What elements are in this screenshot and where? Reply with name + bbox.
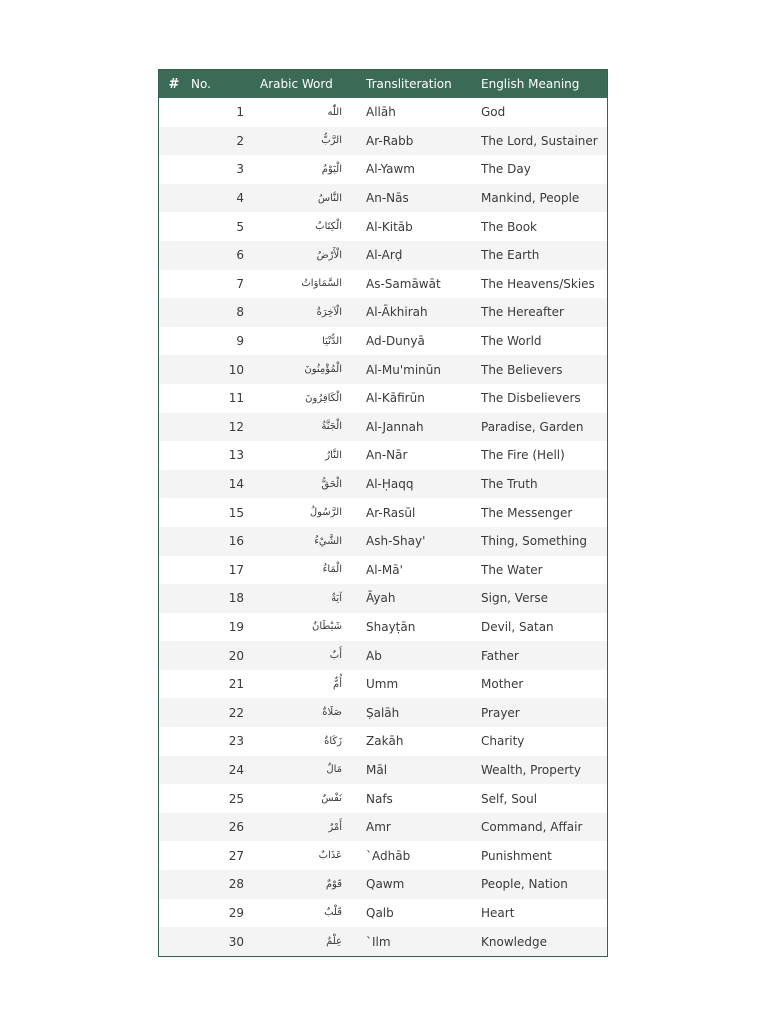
table-row (159, 899, 607, 928)
table-row (159, 413, 607, 442)
transliteration: Allāh (366, 105, 396, 120)
english-meaning: The Book (481, 219, 537, 234)
arabic-word: آيَةٌ (331, 592, 342, 604)
arabic-word: النَّارُ (325, 449, 342, 461)
transliteration: Ar-Rasūl (366, 505, 416, 520)
table-row (159, 155, 607, 184)
row-number: 1 (236, 105, 244, 120)
arabic-word: أَبٌ (329, 650, 342, 662)
english-meaning: Father (481, 648, 519, 663)
transliteration-header: Transliteration (366, 77, 452, 91)
arabic-word: قَوْمٌ (325, 878, 342, 890)
table-row (159, 98, 607, 127)
arabic-word: أَمْرٌ (328, 821, 342, 833)
english-meaning: The Hereafter (481, 305, 564, 320)
row-number: 13 (228, 448, 244, 463)
english-meaning: The Disbelievers (481, 391, 581, 406)
transliteration: An-Nās (366, 191, 409, 206)
arabic-word: الْكِتَابُ (315, 221, 342, 233)
row-number: 8 (236, 305, 244, 320)
row-number: 25 (228, 791, 244, 806)
arabic-word: الرَّبُّ (321, 135, 342, 147)
table-row (159, 384, 607, 413)
arabic-word: الْأَرْضُ (316, 249, 342, 261)
transliteration: Āyah (366, 591, 396, 606)
table-row (159, 527, 607, 556)
vocabulary-table (158, 69, 608, 957)
table-row (159, 470, 607, 499)
table-row (159, 270, 607, 299)
table-row (159, 184, 607, 213)
row-number: 14 (228, 477, 244, 492)
english-meaning: Command, Affair (481, 820, 583, 835)
row-number: 9 (236, 334, 244, 349)
row-number: 4 (236, 191, 244, 206)
row-number: 3 (236, 162, 244, 177)
table-row (159, 727, 607, 756)
table-row (159, 127, 607, 156)
arabic-word: عَذَابٌ (318, 850, 342, 862)
english-meaning: The Truth (481, 477, 538, 492)
row-number: 29 (228, 905, 244, 920)
table-row (159, 841, 607, 870)
arabic-word: الْجَنَّةُ (321, 421, 342, 433)
table-row (159, 556, 607, 585)
transliteration: Nafs (366, 791, 393, 806)
arabic-word: الْآخِرَةُ (316, 306, 342, 318)
transliteration: Ash-Shay' (366, 534, 426, 549)
table-row (159, 498, 607, 527)
arabic-word: عِلْمٌ (326, 936, 342, 948)
row-number: 12 (228, 419, 244, 434)
transliteration: Al-Yawm (366, 162, 415, 177)
transliteration: Ar-Rabb (366, 133, 414, 148)
table-row (159, 813, 607, 842)
transliteration: Al-Ḥaqq (366, 477, 414, 492)
table-row (159, 641, 607, 670)
arabic-word: أُمٌّ (333, 678, 342, 690)
english-meaning: People, Nation (481, 877, 568, 892)
row-number: 30 (228, 934, 244, 949)
row-number: 17 (228, 562, 244, 577)
table-row (159, 756, 607, 785)
transliteration: Zakāh (366, 734, 404, 749)
transliteration: Qawm (366, 877, 405, 892)
row-number: 24 (228, 762, 244, 777)
table-row (159, 327, 607, 356)
arabic-word: الْمَاءُ (322, 564, 342, 576)
english-meaning: Devil, Satan (481, 619, 554, 634)
arabic-word: النَّاسُ (317, 192, 342, 204)
row-number: 23 (228, 734, 244, 749)
hash-header: # (168, 76, 180, 92)
transliteration: `Ilm (366, 934, 391, 949)
english-meaning: Self, Soul (481, 791, 538, 806)
arabic-word-header: Arabic Word (260, 77, 333, 91)
transliteration: Al-Arḍ (366, 248, 403, 263)
arabic-word: الْكَافِرُونَ (305, 392, 342, 404)
transliteration: As-Samāwāt (366, 276, 441, 291)
english-meaning: The Fire (Hell) (481, 448, 565, 463)
transliteration: Amr (366, 820, 391, 835)
english-meaning-header: English Meaning (481, 77, 580, 91)
row-number: 10 (228, 362, 244, 377)
row-number: 6 (236, 248, 244, 263)
english-meaning: The Believers (481, 362, 563, 377)
row-number: 27 (228, 848, 244, 863)
table-row (159, 613, 607, 642)
arabic-word: نَفْسٌ (321, 793, 342, 805)
table-row (159, 670, 607, 699)
english-meaning: Wealth, Property (481, 762, 581, 777)
english-meaning: The Water (481, 562, 543, 577)
transliteration: `Adhāb (366, 848, 411, 863)
arabic-word: الرَّسُولُ (309, 507, 342, 519)
arabic-word: زَكَاةٌ (324, 735, 342, 747)
english-meaning: The Earth (481, 248, 540, 263)
arabic-word: الدُّنْيَا (322, 335, 342, 347)
english-meaning: Knowledge (481, 934, 547, 949)
arabic-word: الْحَقُّ (321, 478, 342, 490)
transliteration: Ṣalāh (366, 705, 400, 720)
table-row (159, 584, 607, 613)
arabic-word: الْيَوْمُ (321, 163, 342, 175)
row-number: 11 (228, 391, 244, 406)
arabic-word: صَلَاةٌ (322, 707, 342, 719)
row-number: 21 (228, 677, 244, 692)
english-meaning: Thing, Something (481, 534, 588, 549)
arabic-word: مَالٌ (326, 764, 342, 776)
english-meaning: The World (481, 334, 542, 349)
english-meaning: Prayer (481, 705, 520, 720)
english-meaning: Heart (481, 905, 515, 920)
english-meaning: Mankind, People (481, 191, 580, 206)
transliteration: Al-Jannah (366, 419, 424, 434)
arabic-word: شَيْطَانٌ (312, 621, 342, 633)
row-number: 18 (228, 591, 244, 606)
english-meaning: Paradise, Garden (481, 419, 584, 434)
transliteration: An-Nār (366, 448, 408, 463)
arabic-word: قَلْبٌ (324, 907, 342, 919)
transliteration: Umm (366, 677, 399, 692)
transliteration: Qalb (366, 905, 394, 920)
transliteration: Al-Kitāb (366, 219, 413, 234)
english-meaning: The Heavens/Skies (481, 276, 595, 291)
row-number: 28 (228, 877, 244, 892)
english-meaning: The Day (481, 162, 531, 177)
row-number: 16 (228, 534, 244, 549)
table-row (159, 241, 607, 270)
row-number: 15 (228, 505, 244, 520)
transliteration: Shayṭān (366, 619, 416, 634)
transliteration: Al-Mu'minūn (366, 362, 441, 377)
table-header-row (159, 70, 607, 98)
english-meaning: Mother (481, 677, 524, 692)
row-number: 2 (236, 133, 244, 148)
english-meaning: Charity (481, 734, 525, 749)
row-number: 22 (228, 705, 244, 720)
row-number: 26 (228, 820, 244, 835)
table-row (159, 784, 607, 813)
table-row (159, 441, 607, 470)
english-meaning: The Messenger (481, 505, 573, 520)
row-number: 20 (228, 648, 244, 663)
transliteration: Al-Mā' (366, 562, 403, 577)
table-row (159, 870, 607, 899)
table-row (159, 212, 607, 241)
english-meaning: Punishment (481, 848, 552, 863)
arabic-word: السَّمَاوَاتُ (301, 278, 342, 290)
english-meaning: The Lord, Sustainer (481, 133, 598, 148)
table-row (159, 698, 607, 727)
arabic-word: الشَّيْءُ (314, 535, 342, 547)
transliteration: Al-Ākhirah (366, 305, 428, 320)
transliteration: Ad-Dunyā (366, 334, 425, 349)
row-number: 19 (228, 619, 244, 634)
table-row (159, 298, 607, 327)
english-meaning: Sign, Verse (481, 591, 549, 606)
number-header: No. (191, 77, 211, 91)
transliteration: Al-Kāfirūn (366, 391, 425, 406)
table-body (159, 98, 607, 956)
table-row (159, 927, 607, 956)
transliteration: Māl (366, 762, 388, 777)
english-meaning: God (481, 105, 506, 120)
arabic-word: اللّٰه (327, 106, 342, 118)
transliteration: Ab (366, 648, 382, 663)
row-number: 5 (236, 219, 244, 234)
row-number: 7 (236, 276, 244, 291)
arabic-word: الْمُؤْمِنُونَ (304, 364, 342, 376)
table-row (159, 355, 607, 384)
